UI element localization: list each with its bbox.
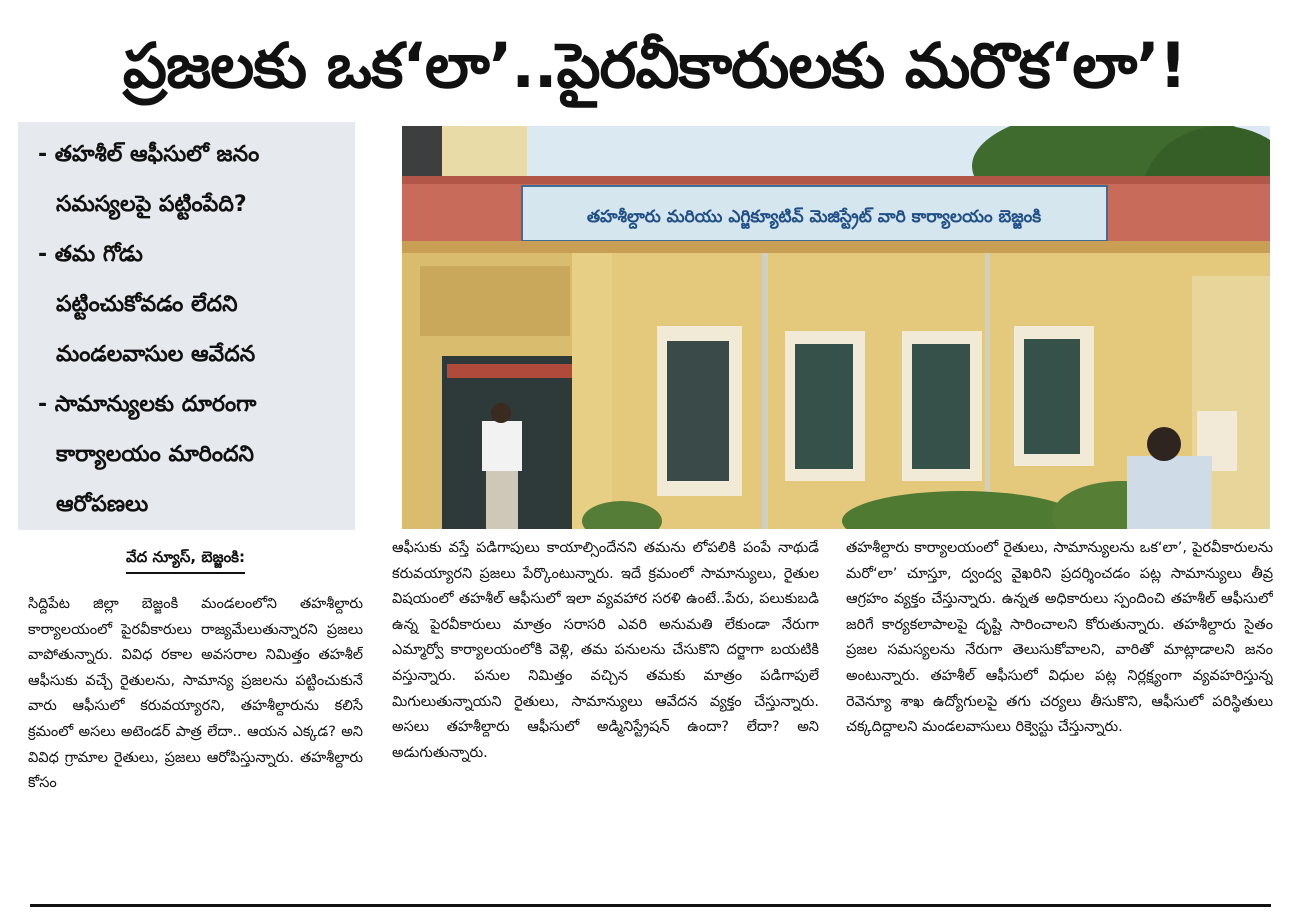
highlight-line: - తమ గోడు xyxy=(38,242,143,267)
headline: ప్రజలకు ఒక‘లా’..పైరవీకారులకు మరొక‘లా’! xyxy=(122,29,1187,102)
highlight-item xyxy=(38,230,345,380)
bottom-rule xyxy=(30,904,1271,907)
highlight-line: - సామాన్యులకు దూరంగా xyxy=(38,392,257,417)
office-photo xyxy=(402,126,1270,529)
office-building-illustration xyxy=(402,126,1270,529)
article-column: తహశీల్దారు కార్యాలయంలో రైతులు, సామాన్యులను ఒక‘లా’, పైరవీకారులను మరో‘లా’ చూస్తూ, ద్వంద్వ వైఖరిని ప్రదర్శించడం పట్ల సామాన్యులు తీవ్ర ఆగ్రహం వ్యక్తం చేస్తున్నారు. ఉన్నత అధికారులు స్పందించి తహశీల్ ఆఫీసులో జరిగే కార్యకలాపాలపై దృష్టి సారించాలని కోరుతున్నారు. తహశీల్దారు సైతం ప్రజల సమస్యలను నేరుగా తెలుసుకోవాలని, వారితో మాట్లాడాలని జనం అంటున్నారు. తహశీల్ ఆఫీసులో విధుల పట్ల నిర్లక్ష్యంగా వ్యవహరిస్తున్న రెవెన్యూ శాఖ ఉద్యోగులపై తగు చర్యలు తీసుకొని, ఆఫీసులో పరిస్థితులు చక్కదిద్దాలని మండలవాసులు రిక్వెస్టు చేస్తున్నారు. xyxy=(846,540,1273,736)
signboard-text: తహశీల్దారు మరియు ఎగ్జిక్యూటివ్ మెజిస్ట్రేట్ వారి కార్యాలయం బెజ్జంకి xyxy=(586,207,1042,227)
highlight-item xyxy=(38,380,345,530)
article-column: ఆఫీసుకు వస్తే పడిగాపులు కాయాల్సిందేనని తమను లోపలికి పంపే నాథుడే కరువయ్యారని ప్రజలు పేర్కొంటున్నారు. ఇదే క్రమంలో సామాన్యులు, రైతుల విషయంలో తహశీల్ ఆఫీసులో ఇలా వ్యవహార సరళి ఉంటే..పేరు, పలుకుబడి ఉన్న పైరవీకారులు మాత్రం సరాసరి ఎవరి అనుమతి లేకుండా నేరుగా ఎమ్మార్వో కార్యాలయంలోకి వెళ్లి, తమ పనులను చేసుకొని దర్జాగా బయటికి వస్తున్నారు. పనుల నిమిత్తం వచ్చిన తమకు మాత్రం పడిగాపులే మిగులుతున్నాయని రైతులు, సామాన్యులు ఆవేదన వ్యక్తం చేస్తున్నారు. అసలు తహశీల్దారు ఆఫీసులో అడ్మినిస్ట్రేషన్ ఉందా? లేదా? అని అడుగుతున్నారు. xyxy=(392,540,819,761)
highlight-line: ఆరోపణలు xyxy=(56,492,149,517)
byline: వేద న్యూస్, బెజ్జంకి: xyxy=(126,548,245,574)
highlight-line: సమస్యలపై పట్టింపేది? xyxy=(56,192,247,217)
highlights-box xyxy=(18,122,355,530)
highlight-line: కార్యాలయం మారిందని xyxy=(56,442,254,467)
highlight-line: మండలవాసుల ఆవేదన xyxy=(56,342,256,367)
highlight-item xyxy=(38,130,345,230)
highlight-line: - తహశీల్ ఆఫీసులో జనం xyxy=(38,142,260,167)
article-column: సిద్దిపేట జిల్లా బెజ్జంకి మండలంలోని తహశీల్దారు కార్యాలయంలో పైరవీకారులు రాజ్యమేలుతున్నారని ప్రజలు వాపోతున్నారు. వివిధ రకాల అవసరాల నిమిత్తం తహశీల్ ఆఫీసుకు వచ్చే రైతులను, సామాన్య ప్రజలను పట్టించుకునే వారు ఆఫీసులో కరువయ్యారని, తహశీల్దారును కలిసే క్రమంలో అసలు అటెండర్ పాత్ర లేదా.. ఆయన ఎక్కడ? అని వివిధ గ్రామాల రైతులు, ప్రజలు ఆరోపిస్తున్నారు. తహశీల్దారు కోసం xyxy=(28,596,363,792)
highlight-line: పట్టించుకోవడం లేదని xyxy=(56,292,238,317)
